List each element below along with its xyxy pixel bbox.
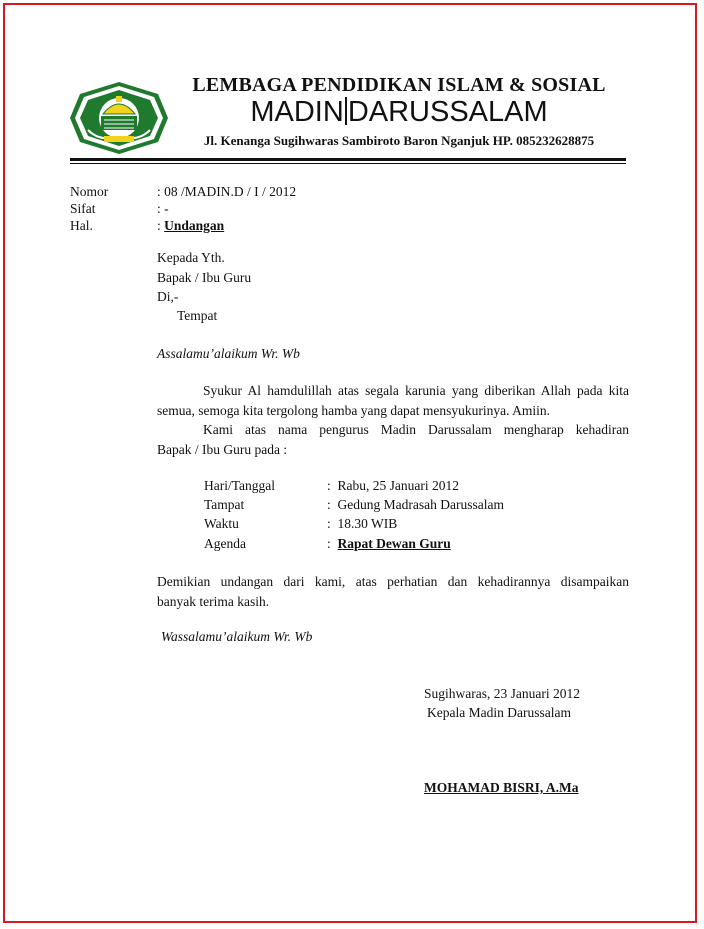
- recipient-line1: Kepada Yth.: [157, 250, 225, 265]
- detail-label-waktu: Waktu: [204, 516, 239, 531]
- body-p1-line2: semua, semoga kita tergolong hamba yang dapat mensyukurinya. Amiin.: [157, 402, 551, 418]
- detail-label-tempat: Tampat: [204, 497, 245, 512]
- signatory-name: MOHAMAD BISRI, A.Ma: [424, 780, 579, 795]
- closing-line1: Demikian undangan dari kami, atas perhatian dan kehadirannya disampaikan: [157, 574, 629, 589]
- opening-greeting: Assalamu’alaikum Wr. Wb: [157, 346, 300, 361]
- school-address: Jl. Kenanga Sugihwaras Sambiroto Baron Nganjuk HP. 085232628875: [203, 133, 595, 148]
- nomor-value: : 08 /MADIN.D / I / 2012: [157, 184, 297, 199]
- sifat-label: Sifat: [70, 201, 96, 216]
- hal-subject: Undangan: [164, 218, 225, 233]
- header-rule-thin: [70, 163, 626, 164]
- body-p1-line1: Syukur Al hamdulillah atas segala karunia yang diberikan Allah pada kita: [203, 383, 629, 398]
- body-paragraph-1: [157, 381, 629, 420]
- detail-value-waktu: : 18.30 WIB: [327, 516, 398, 531]
- detail-value-tempat: : Gedung Madrasah Darussalam: [327, 497, 504, 512]
- recipient-line2: Bapak / Ibu Guru: [157, 270, 252, 285]
- recipient-line3: Di,-: [157, 289, 179, 304]
- institution-logo: [68, 80, 170, 156]
- school-name-part1: MADIN: [250, 96, 344, 128]
- body-paragraph-2: [157, 420, 629, 459]
- sifat-value: : -: [157, 201, 169, 216]
- school-name-part2: DARUSSALAM: [347, 96, 548, 128]
- title-divider: [345, 97, 347, 125]
- body-p2-line2: Bapak / Ibu Guru pada :: [157, 441, 288, 457]
- nomor-label: Nomor: [70, 184, 109, 199]
- closing-greeting: Wassalamu’alaikum Wr. Wb: [161, 629, 313, 644]
- detail-value-hari: : Rabu, 25 Januari 2012: [327, 478, 459, 493]
- body-p2-line1: Kami atas nama pengurus Madin Darussalam mengharap kehadiran: [203, 422, 629, 437]
- header-rule-thick: [70, 158, 626, 161]
- detail-label-agenda: Agenda: [204, 536, 246, 551]
- closing-line2: banyak terima kasih.: [157, 593, 270, 609]
- hal-value: [157, 217, 224, 235]
- detail-value-agenda: : Rapat Dewan Guru: [327, 536, 451, 551]
- signature-place-date: Sugihwaras, 23 Januari 2012: [424, 686, 580, 701]
- closing-paragraph: [157, 572, 629, 611]
- recipient-line4: Tempat: [177, 308, 218, 323]
- organization-name: LEMBAGA PENDIDIKAN ISLAM & SOSIAL: [192, 74, 606, 96]
- hal-colon: :: [157, 218, 161, 233]
- detail-label-hari: Hari/Tanggal: [204, 478, 276, 493]
- hal-label: Hal.: [70, 218, 93, 233]
- school-name: [175, 96, 623, 129]
- signature-position: Kepala Madin Darussalam: [427, 705, 571, 720]
